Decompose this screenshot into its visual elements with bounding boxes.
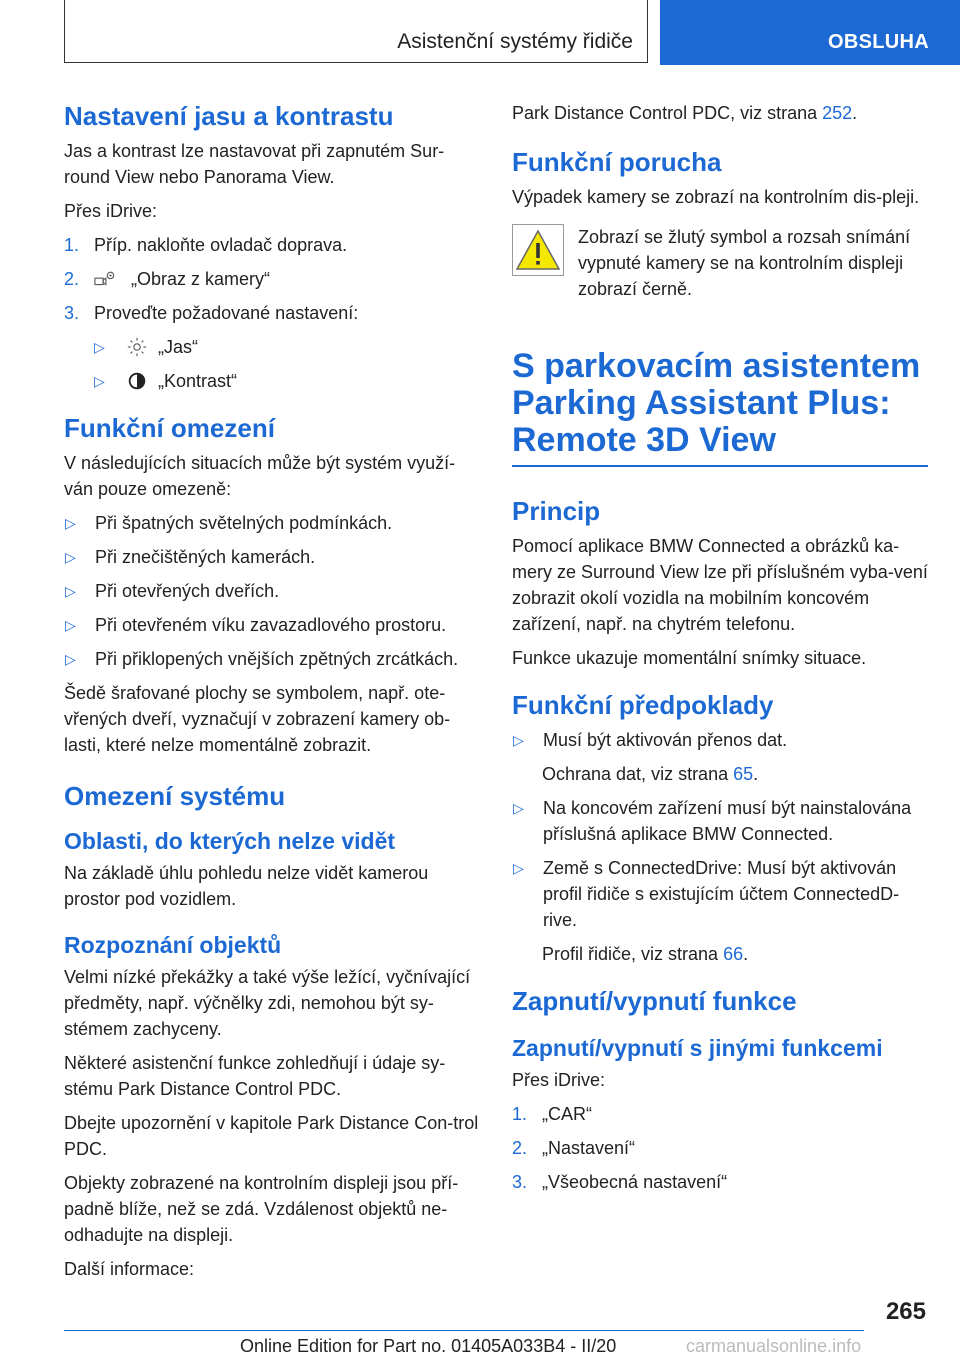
step-3: 3. „Všeobecná nastavení“ [512,1172,728,1192]
paragraph-idrive: Přes iDrive: [64,201,158,221]
list-item: ▷ Při špatných světelných podmínkách. [65,513,393,533]
list-item: ▷ Při přiklopených vnějších zpětných zrcátkách. [65,649,459,669]
main-heading: S parkovacím asistentem Parking Assistant Plus: Remote 3D View [512,347,921,459]
sub-step-brightness: ▷ „Jas“ [94,337,198,357]
contrast-icon [126,370,148,392]
page-header [0,0,960,66]
right-column [512,100,928,1203]
paragraph-principle: Pomocí aplikace BMW Connected a obrázků ka-mery ze Surround View lze při příslušném vyba-vení zobrazit okolí vozidla na mobilním koncovém zařízení, např. na chytrém telefonu. [512,536,928,634]
heading-fault: Funkční porucha [512,147,722,177]
paragraph-chapter: Dbejte upozornění v kapitole Park Distance Con-trol PDC. [64,1113,479,1159]
page-link-65[interactable]: 65 [733,764,754,784]
heading-system-limits: Omezení systému [64,781,286,811]
left-column [64,100,482,1290]
heading-on-off: Zapnutí/vypnutí funkce [512,986,797,1016]
paragraph-blind-areas: Na základě úhlu pohledu nelze vidět kamerou prostor pod vozidlem. [64,863,429,909]
heading-object-detection: Rozpoznání objektů [64,932,282,958]
footer-divider [64,1330,864,1331]
paragraph-objects: Velmi nízké překážky a také výše ležící, vyčnívající předměty, např. výčnělky zdi, nemohou být sy-stémem zachyceny. [64,967,471,1039]
paragraph-pdc: Některé asistenční funkce zohledňují i údaje sy-stému Park Distance Control PDC. [64,1053,446,1099]
paragraph-snapshots: Funkce ukazuje momentální snímky situace. [512,648,867,668]
section-tab [64,0,648,63]
heading-blind-areas: Oblasti, do kterých nelze vidět [64,828,396,854]
heading-requirements: Funkční předpoklady [512,690,774,720]
paragraph-gray-areas: Šedě šrafované plochy se symbolem, např. ote-vřených dveří, vyznačují v zobrazení kamery ob-lasti, které nelze momentálně zobrazit. [64,683,451,755]
page-number: 265 [885,1298,926,1325]
list-item: ▷ Při otevřených dveřích. [65,581,280,601]
step-2: 2. „Nastavení“ [512,1138,636,1158]
step-3: 3. Proveďte požadované nastavení: [64,303,359,323]
warning-triangle-icon [512,224,564,276]
step-2: 2. „Obraz z kamery“ [64,266,482,292]
paragraph-privacy: Ochrana dat, viz strana 65. [542,764,759,784]
heading-other-functions: Zapnutí/vypnutí s jinými funkcemi [512,1035,883,1061]
paragraph-more-info: Další informace: [64,1259,195,1279]
heading-principle: Princip [512,496,601,526]
paragraph-limits: V následujících situacích může být systém využí-ván pouze omezeně: [64,453,456,499]
paragraph-brightness: Jas a kontrast lze nastavovat při zapnutém Sur-round View nebo Panorama View. [64,141,445,187]
sub-step-contrast: ▷ „Kontrast“ [94,371,238,391]
active-tab[interactable] [660,0,960,65]
step-1: 1. Příp. nakloňte ovladač doprava. [64,235,348,255]
list-item: ▷ Na koncovém zařízení musí být nainstalována příslušná aplikace BMW Connected. [513,798,912,844]
warning-text: Zobrazí se žlutý symbol a rozsah snímání vypnuté kamery se na kontrolním displeji zobrazí černě. [578,227,911,299]
paragraph-pdc-ref: Park Distance Control PDC, viz strana 252. [512,103,858,123]
main-heading-block [512,348,928,467]
list-item: ▷ Země s ConnectedDrive: Musí být aktivován profil řidiče s existujícím účtem ConnectedD-rive. [513,858,900,930]
list-item: ▷ Musí být aktivován přenos dat. [513,730,788,750]
section-title: Asistenční systémy řidiče [397,30,633,53]
heading-limits: Funkční omezení [64,413,275,443]
step-1: 1. „CAR“ [512,1104,592,1124]
footer-edition: Online Edition for Part no. 01405A033B4 - II/20 [240,1336,617,1356]
warning-note [512,224,928,302]
paragraph-idrive-right: Přes iDrive: [512,1070,606,1090]
sun-icon [126,336,148,358]
active-tab-label: OBSLUHA [828,31,929,53]
footer-watermark: carmanualsonline.info [686,1336,862,1356]
paragraph-display: Objekty zobrazené na kontrolním displeji jsou pří-padně blíže, než se zdá. Vzdálenost objektů ne-odhadujte na displeji. [64,1173,459,1245]
camera-settings-icon [94,269,116,291]
list-item: ▷ Při otevřeném víku zavazadlového prostoru. [65,615,447,635]
list-item: ▷ Při znečištěných kamerách. [65,547,316,567]
page-link-252[interactable]: 252 [822,103,853,123]
paragraph-profile: Profil řidiče, viz strana 66. [542,944,749,964]
heading-brightness: Nastavení jasu a kontrastu [64,101,394,131]
page-link-66[interactable]: 66 [723,944,744,964]
paragraph-fault: Výpadek kamery se zobrazí na kontrolním dis-pleji. [512,187,920,207]
